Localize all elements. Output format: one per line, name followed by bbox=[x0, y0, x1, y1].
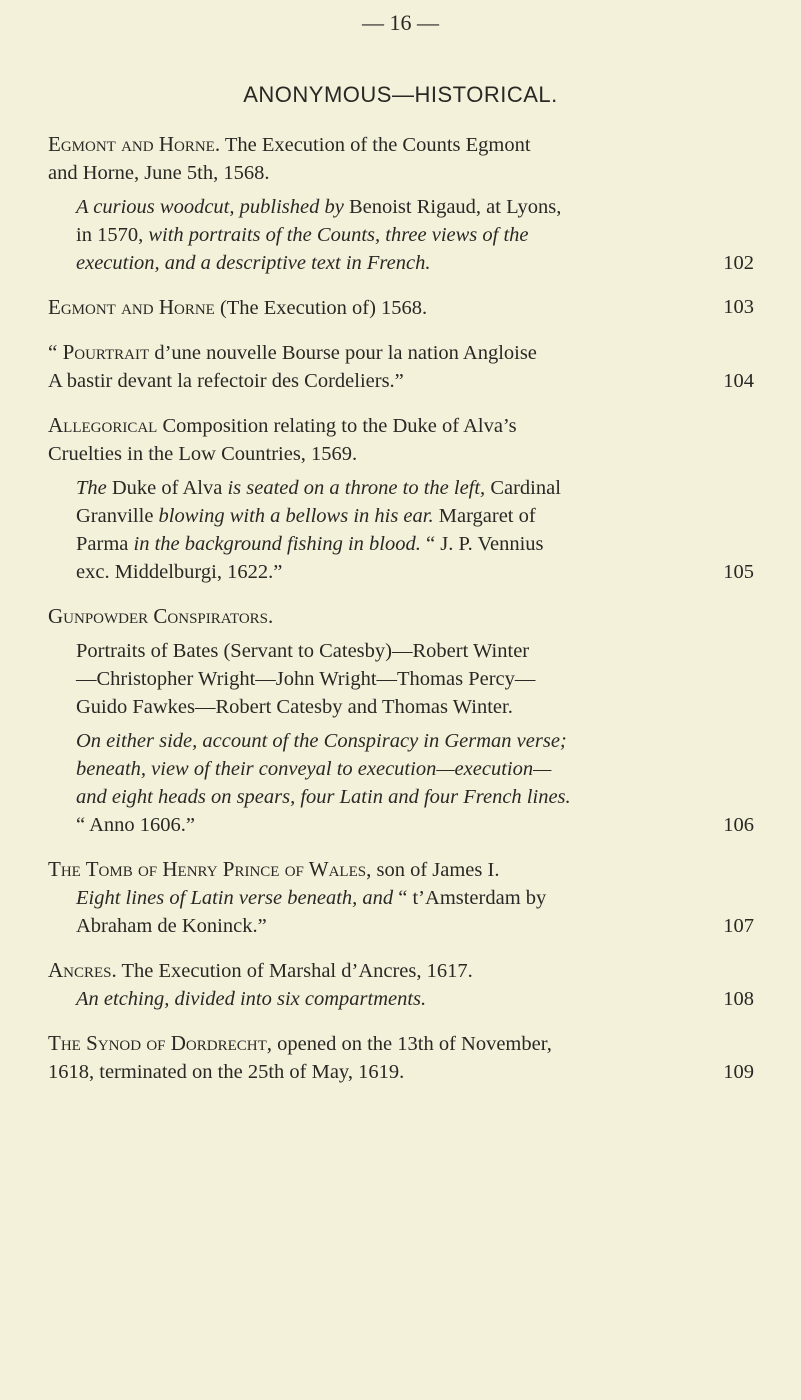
entry-text: The Execution of the Counts Egmont bbox=[220, 134, 531, 156]
entry-text: A bastir devant la refectoir des Cordeliers.” bbox=[48, 370, 404, 392]
entry-text: and Horne, June 5th, 1568. bbox=[48, 162, 270, 184]
entry-title: Gunpowder Conspirators. bbox=[48, 604, 274, 628]
entry-number: 108 bbox=[723, 988, 754, 1010]
entry-note: On either side, account of the Conspiracy in German verse; bbox=[76, 730, 567, 752]
entry-text: Abraham de Koninck.” bbox=[76, 915, 267, 937]
entry-title: Ancres. bbox=[48, 958, 117, 982]
entry-number: 104 bbox=[723, 370, 754, 392]
entry-text: “ J. P. Vennius bbox=[420, 533, 544, 555]
entry-allegorical bbox=[48, 411, 754, 586]
entry-text: “ t’Amsterdam by bbox=[393, 887, 547, 909]
catalogue-entries bbox=[48, 130, 754, 1102]
entry-text: Margaret of bbox=[433, 505, 536, 527]
section-heading: ANONYMOUS—HISTORICAL. bbox=[243, 82, 558, 107]
entry-note: An etching, divided into six compartments. bbox=[76, 988, 427, 1010]
entry-note: The bbox=[76, 477, 107, 499]
entry-text: (The Execution of) 1568. bbox=[214, 297, 428, 319]
entry-tomb-henry bbox=[48, 855, 754, 940]
entry-number: 106 bbox=[723, 814, 754, 836]
entry-ancres bbox=[48, 956, 754, 1013]
entry-text: The Execution of Marshal d’Ancres, 1617. bbox=[116, 960, 473, 982]
entry-text: —Christopher Wright—John Wright—Thomas Percy— bbox=[76, 668, 536, 690]
entry-note: is seated on a throne to the left, bbox=[227, 477, 486, 499]
entry-title: Egmont and Horne. bbox=[48, 132, 221, 156]
entry-text: Guido Fawkes—Robert Catesby and Thomas Winter. bbox=[76, 696, 513, 718]
entry-number: 109 bbox=[723, 1061, 754, 1083]
entry-note: execution, and a descriptive text in French. bbox=[76, 252, 431, 274]
entry-note: in the background fishing in blood. bbox=[133, 533, 421, 555]
page-number: — 16 — bbox=[362, 10, 439, 35]
entry-text: Duke of Alva bbox=[106, 477, 228, 499]
entry-text: d’une nouvelle Bourse pour la nation Angloise bbox=[149, 342, 537, 364]
entry-note: beneath, view of their conveyal to execution—execution— bbox=[76, 758, 552, 780]
entry-number: 107 bbox=[723, 915, 754, 937]
entry-text: son of James I. bbox=[371, 859, 500, 881]
entry-number: 103 bbox=[723, 296, 754, 318]
entry-title: Egmont and Horne bbox=[48, 295, 215, 319]
entry-text: exc. Middelburgi, 1622.” bbox=[76, 561, 283, 583]
entry-number: 102 bbox=[723, 252, 754, 274]
entry-text: Cardinal bbox=[485, 477, 561, 499]
entry-note: Eight lines of Latin verse beneath, and bbox=[76, 887, 394, 909]
entry-text: 1618, terminated on the 25th of May, 1619. bbox=[48, 1061, 405, 1083]
entry-text: Benoist Rigaud, at Lyons, bbox=[343, 196, 562, 218]
entry-text: Cruelties in the Low Countries, 1569. bbox=[48, 443, 358, 465]
entry-egmont-horne-2 bbox=[48, 293, 754, 322]
entry-text: in 1570, bbox=[76, 224, 149, 246]
entry-number: 105 bbox=[723, 561, 754, 583]
entry-synod-dordrecht bbox=[48, 1029, 754, 1086]
entry-text: “ Anno 1606.” bbox=[76, 814, 195, 836]
entry-note: and eight heads on spears, four Latin and four French lines. bbox=[76, 786, 571, 808]
entry-text: Granville bbox=[76, 505, 159, 527]
entry-title: The Tomb of Henry Prince of Wales, bbox=[48, 857, 372, 881]
entry-note: blowing with a bellows in his ear. bbox=[158, 505, 434, 527]
entry-note: A curious woodcut, published by bbox=[76, 196, 344, 218]
entry-text: Portraits of Bates (Servant to Catesby)—Robert Winter bbox=[76, 640, 530, 662]
entry-text: opened on the 13th of November, bbox=[272, 1033, 552, 1055]
entry-gunpowder bbox=[48, 602, 754, 839]
entry-title: Allegorical bbox=[48, 413, 158, 437]
entry-text: Composition relating to the Duke of Alva’s bbox=[157, 415, 517, 437]
entry-note: with portraits of the Counts, three views of the bbox=[148, 224, 529, 246]
entry-title: “ Pourtrait bbox=[48, 340, 150, 364]
entry-egmont-horne-1 bbox=[48, 130, 754, 277]
entry-text: Parma bbox=[76, 533, 134, 555]
entry-pourtrait bbox=[48, 338, 754, 395]
entry-title: The Synod of Dordrecht, bbox=[48, 1031, 273, 1055]
